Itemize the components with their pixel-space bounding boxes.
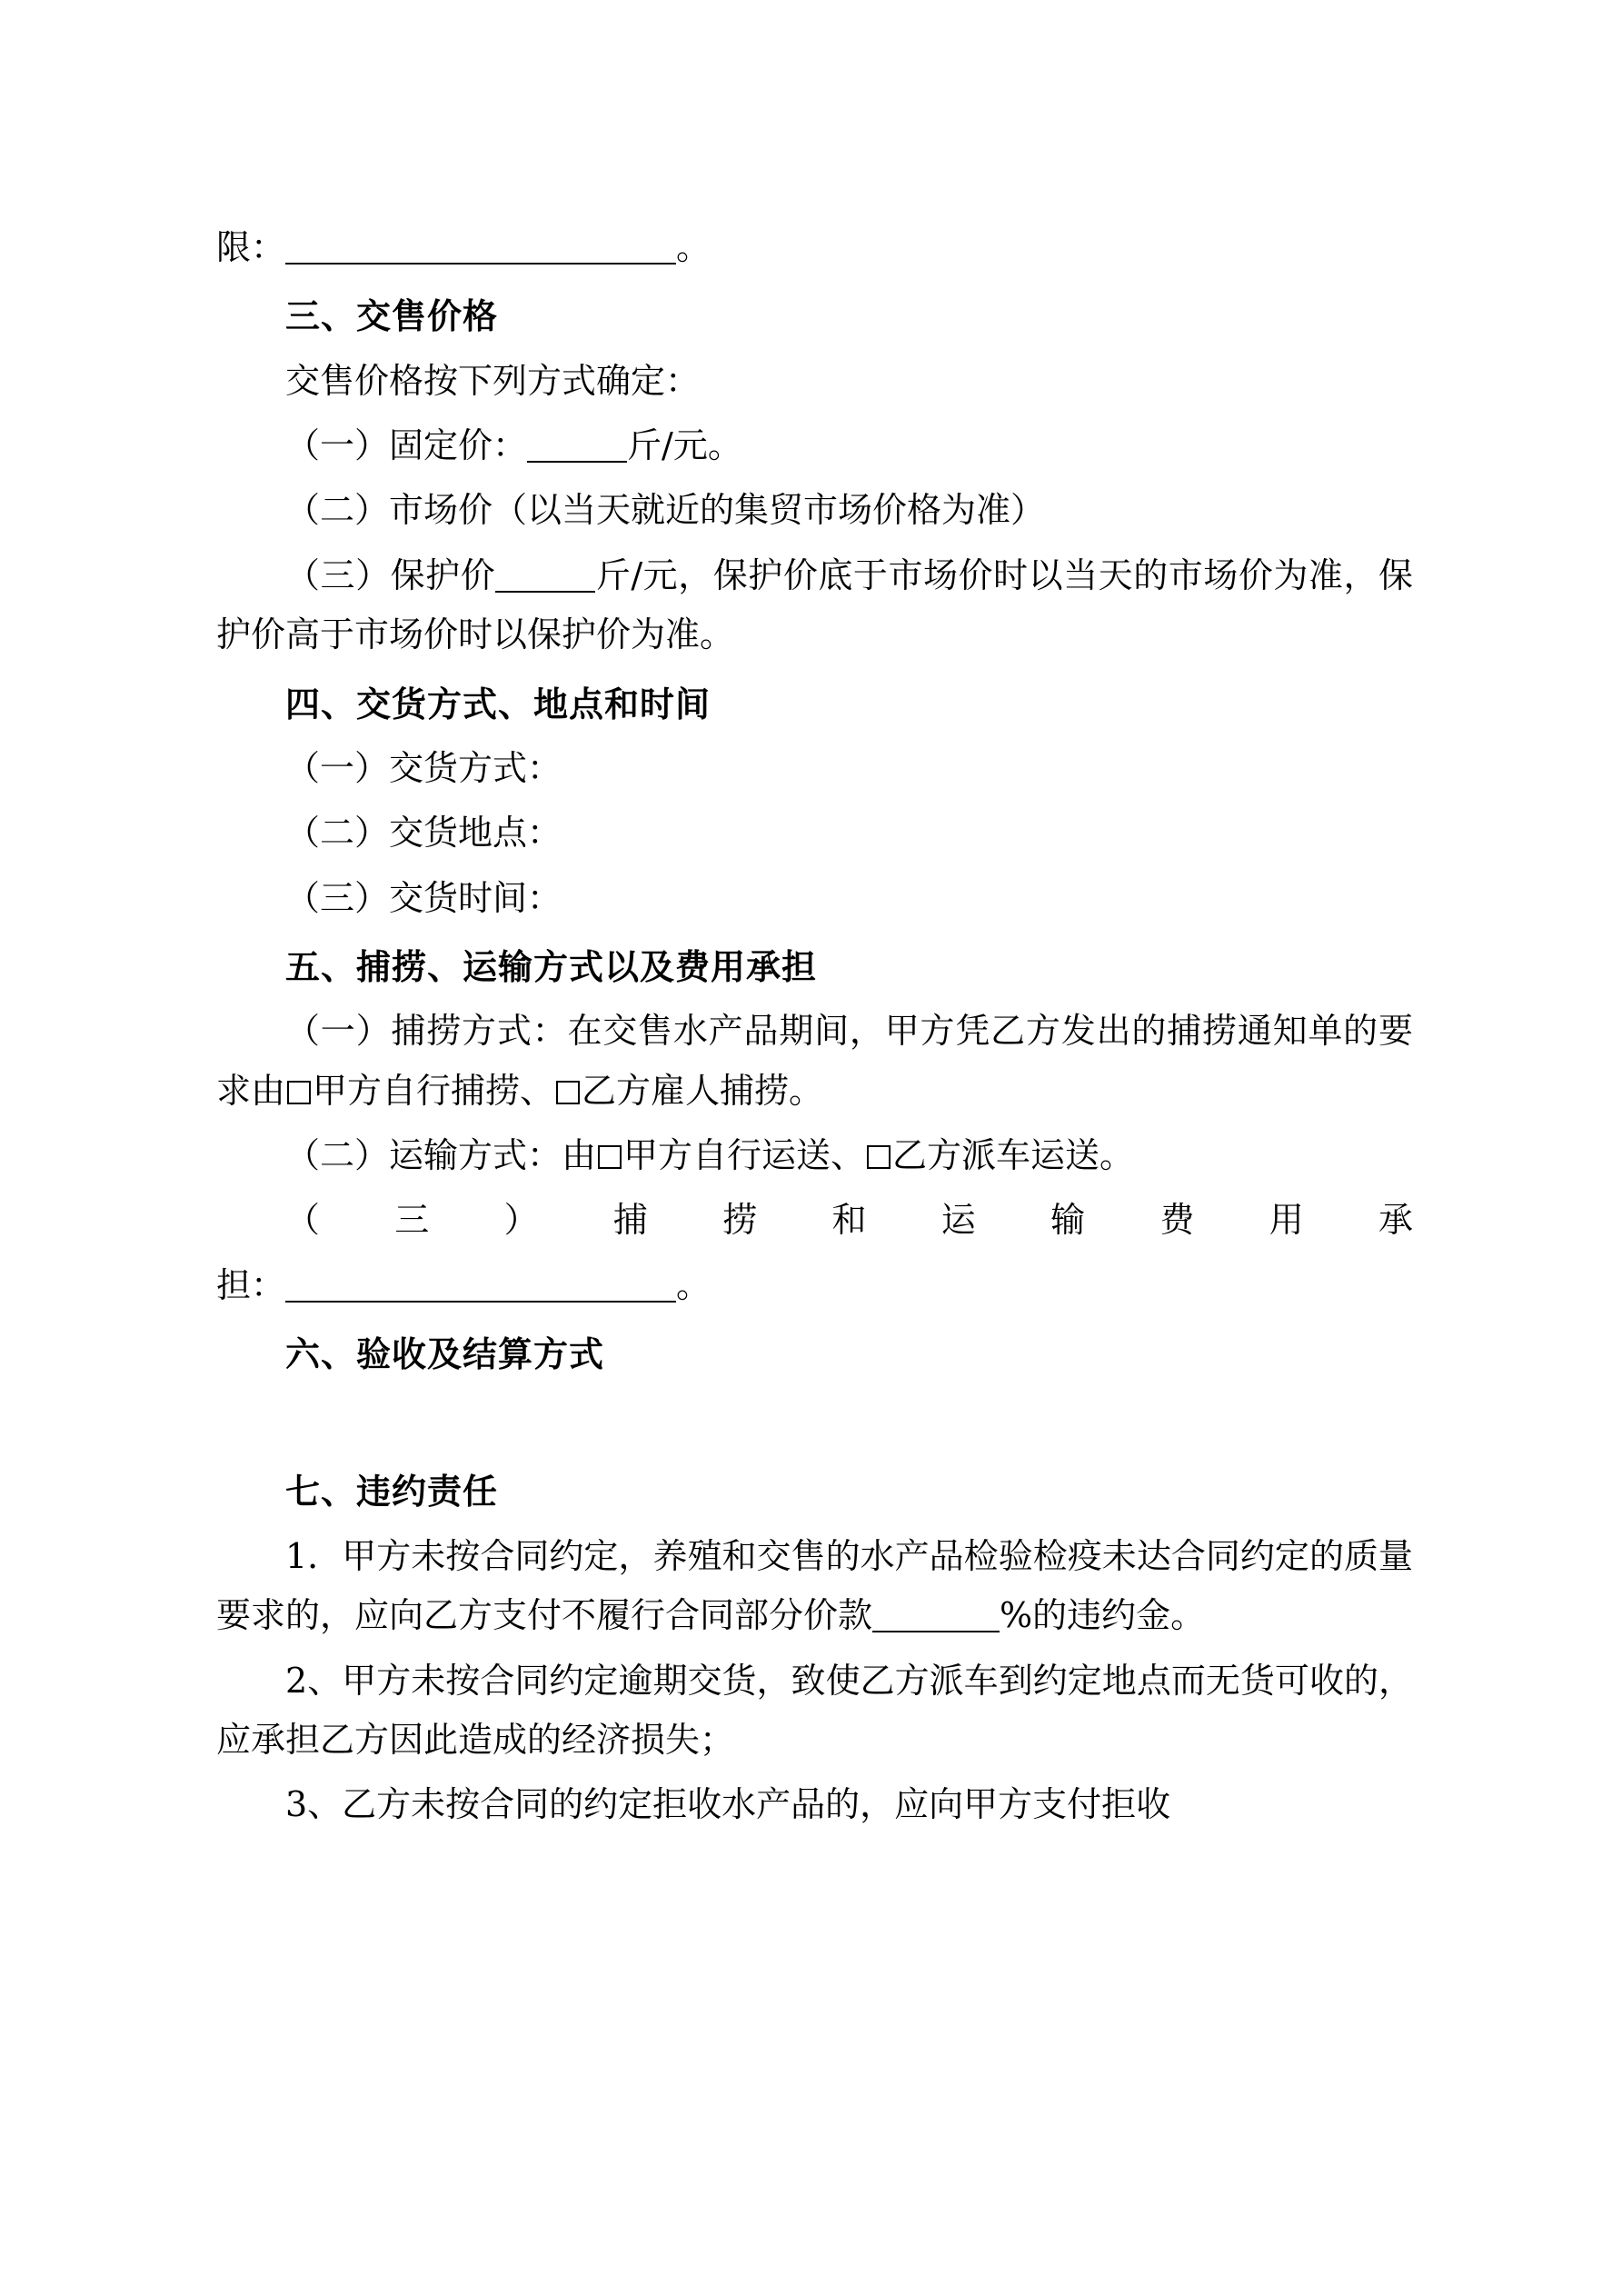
section-heading-6: 六、验收及结算方式: [285, 1333, 605, 1375]
section3-item-1: [216, 416, 1413, 475]
checkbox-party-b-vehicle-transport[interactable]: [867, 1145, 891, 1169]
section7-item-1: [216, 1527, 1413, 1646]
section3-item-1-label: （一）固定价：: [285, 425, 528, 466]
section7-item-2: 2、甲方未按合同约定逾期交货，致使乙方派车到约定地点而无货可收的，应承担乙方因此造成的经济损失；: [216, 1660, 1413, 1760]
continued-line-prefix: 限：: [216, 227, 286, 267]
section5-item-3-second-line: [216, 1256, 1413, 1315]
section7-item-1-text: 1．甲方未按合同约定，养殖和交售的水产品检验检疫未达合同约定的质量要求的，应向乙方支付不履行合同部分价款: [216, 1535, 1413, 1636]
section3-item-3: [216, 546, 1413, 665]
fill-blank-cost-bearer[interactable]: [285, 1301, 676, 1303]
section4-item-2: （二）交货地点：: [285, 813, 562, 854]
section3-item-3-text: 斤/元，保护价底于市场价时以当天的市场价为准，保护价高于市场价时以保护价为准。: [216, 554, 1413, 655]
section5-item-2-optionA: 甲方自行运送、: [623, 1135, 866, 1176]
section4-item-3: （三）交货时间：: [285, 877, 562, 918]
fill-blank-penalty-percent[interactable]: [872, 1631, 1000, 1632]
section3-intro: 交售价格按下列方式确定：: [285, 360, 701, 401]
section5-item-2: [216, 1126, 1413, 1185]
fill-blank-protect-price[interactable]: [495, 591, 595, 593]
section5-item-3-suffix: 。: [676, 1264, 711, 1305]
continued-line: [216, 218, 1413, 277]
fill-blank[interactable]: [285, 263, 676, 265]
section5-item-3-first-line: （ 三 ） 捕 捞 和 运 输 费 用 承: [285, 1200, 1413, 1241]
section5-item-1-text: （一）捕捞方式：在交售水产品期间，甲方凭乙方发出的捕捞通知单的要求由: [216, 1011, 1413, 1111]
section6-empty-space: [216, 1389, 1413, 1452]
section7-item-3: 3、乙方未按合同的约定拒收水产品的，应向甲方支付拒收: [285, 1784, 1171, 1825]
document-body: [216, 218, 1413, 1835]
section7-item-1-suffix: %的违约金。: [1000, 1595, 1206, 1636]
section3-item-2: （二）市场价（以当天就近的集贸市场价格为准）: [285, 490, 1046, 531]
checkbox-party-a-self-transport[interactable]: [598, 1145, 622, 1169]
checkbox-party-b-hired-fishing[interactable]: [556, 1081, 580, 1104]
continued-line-suffix: 。: [676, 227, 711, 267]
section5-item-3-label: 担：: [216, 1264, 286, 1305]
checkbox-party-a-self-fishing[interactable]: [287, 1081, 311, 1104]
section5-item-1-optionA: 甲方自行捕捞、: [313, 1070, 555, 1111]
section4-item-1: （一）交货方式：: [285, 747, 562, 788]
section5-item-2-optionB: 乙方派车运送。: [892, 1135, 1135, 1176]
section-heading-3: 三、交售价格: [285, 295, 499, 337]
section5-item-1: [216, 1002, 1413, 1121]
section-heading-4: 四、交货方式、地点和时间: [285, 683, 711, 724]
section3-item-3-label: （三）保护价: [285, 554, 496, 595]
fill-blank-fixed-price[interactable]: [527, 461, 627, 463]
section-heading-7: 七、违约责任: [285, 1471, 499, 1512]
section3-item-1-unit: 斤/元。: [627, 425, 742, 466]
section-heading-5: 五、捕捞、运输方式以及费用承担: [285, 945, 818, 987]
section5-item-2-text: （二）运输方式：由: [285, 1135, 597, 1176]
section5-item-1-optionB: 乙方雇人捕捞。: [582, 1070, 824, 1111]
